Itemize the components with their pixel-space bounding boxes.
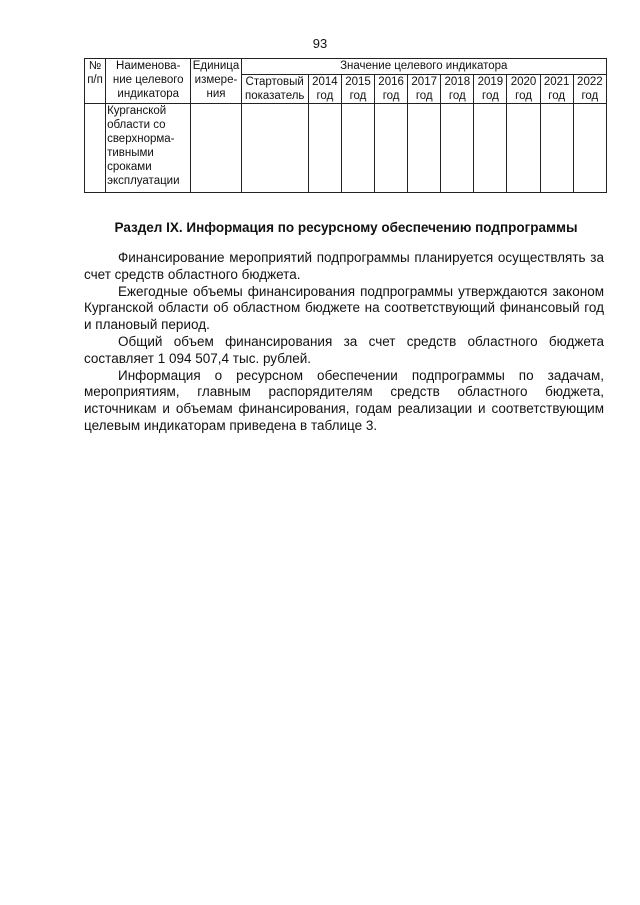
header-year-unit: год	[349, 90, 367, 102]
cell-year-value	[341, 104, 374, 193]
cell-year-value	[507, 104, 540, 193]
header-year	[408, 75, 441, 104]
header-year-unit: год	[482, 90, 499, 102]
table-header-row	[85, 59, 607, 75]
cell-year-value	[308, 104, 341, 193]
header-indicator-name: Наименова- ние целевого индикатора	[106, 59, 191, 104]
cell-year-value	[474, 104, 507, 193]
section-heading: Раздел IX. Информация по ресурсному обеспечению подпрограммы	[114, 220, 578, 235]
header-year-value: 2018	[444, 76, 471, 88]
cell-year-value	[441, 104, 474, 193]
paragraph: Ежегодные объемы финансирования подпрограммы утверждаются законом Курганской области об областном бюджете на соответствующий финансовый год и плановый период.	[84, 283, 604, 333]
header-year-unit: год	[316, 90, 334, 102]
header-year-value: 2017	[411, 76, 437, 88]
header-year-value: 2015	[345, 76, 371, 88]
header-year-unit: год	[448, 90, 466, 102]
body-text	[84, 250, 604, 435]
header-year-value: 2019	[477, 76, 504, 88]
cell-unit	[191, 104, 241, 193]
paragraph: Финансирование мероприятий подпрограммы планируется осуществлять за счет средств областного бюджета.	[84, 250, 604, 282]
header-year	[540, 75, 573, 104]
header-year	[375, 75, 408, 104]
cell-indicator-name: Курганской области со сверхнорма- тивными сроками эксплуатации	[106, 104, 191, 193]
paragraph: Общий объем финансирования за счет средств областного бюджета составляет 1 094 507,4 тыс. рублей.	[84, 333, 604, 366]
header-year-unit: год	[548, 90, 566, 102]
header-start-value: Стартовый показатель	[241, 75, 308, 104]
cell-year-value	[375, 104, 408, 193]
header-year	[308, 75, 341, 104]
header-year-unit: год	[581, 90, 599, 102]
header-year	[507, 75, 540, 104]
paragraph: Информация о ресурсном обеспечении подпрограммы по задачам, мероприятиям, главным распорядителям средств областного бюджета, источникам и объемам финансирования, годам реализации и соответствующим целевым индикаторам приведена в таблице 3.	[84, 367, 604, 433]
header-year	[573, 75, 606, 104]
header-year	[341, 75, 374, 104]
cell-number	[85, 104, 106, 193]
header-year-value: 2021	[543, 76, 570, 88]
header-unit: Единица измере- ния	[191, 59, 241, 104]
cell-year-value	[408, 104, 441, 193]
header-year-unit: год	[415, 90, 433, 102]
header-year-value: 2020	[510, 76, 537, 88]
header-year	[474, 75, 507, 104]
indicator-table	[84, 58, 607, 193]
header-number: № п/п	[85, 59, 106, 104]
header-year	[441, 75, 474, 104]
header-year-value: 2014	[312, 76, 338, 88]
header-year-value: 2022	[577, 76, 603, 88]
page-number: 93	[312, 36, 328, 51]
cell-year-value	[573, 104, 606, 193]
header-year-value: 2016	[378, 76, 404, 88]
cell-year-value	[540, 104, 573, 193]
header-value-group: Значение целевого индикатора	[241, 59, 606, 75]
header-year-unit: год	[515, 90, 532, 102]
header-year-unit: год	[382, 90, 400, 102]
table-row	[85, 104, 607, 193]
cell-start-value	[241, 104, 308, 193]
